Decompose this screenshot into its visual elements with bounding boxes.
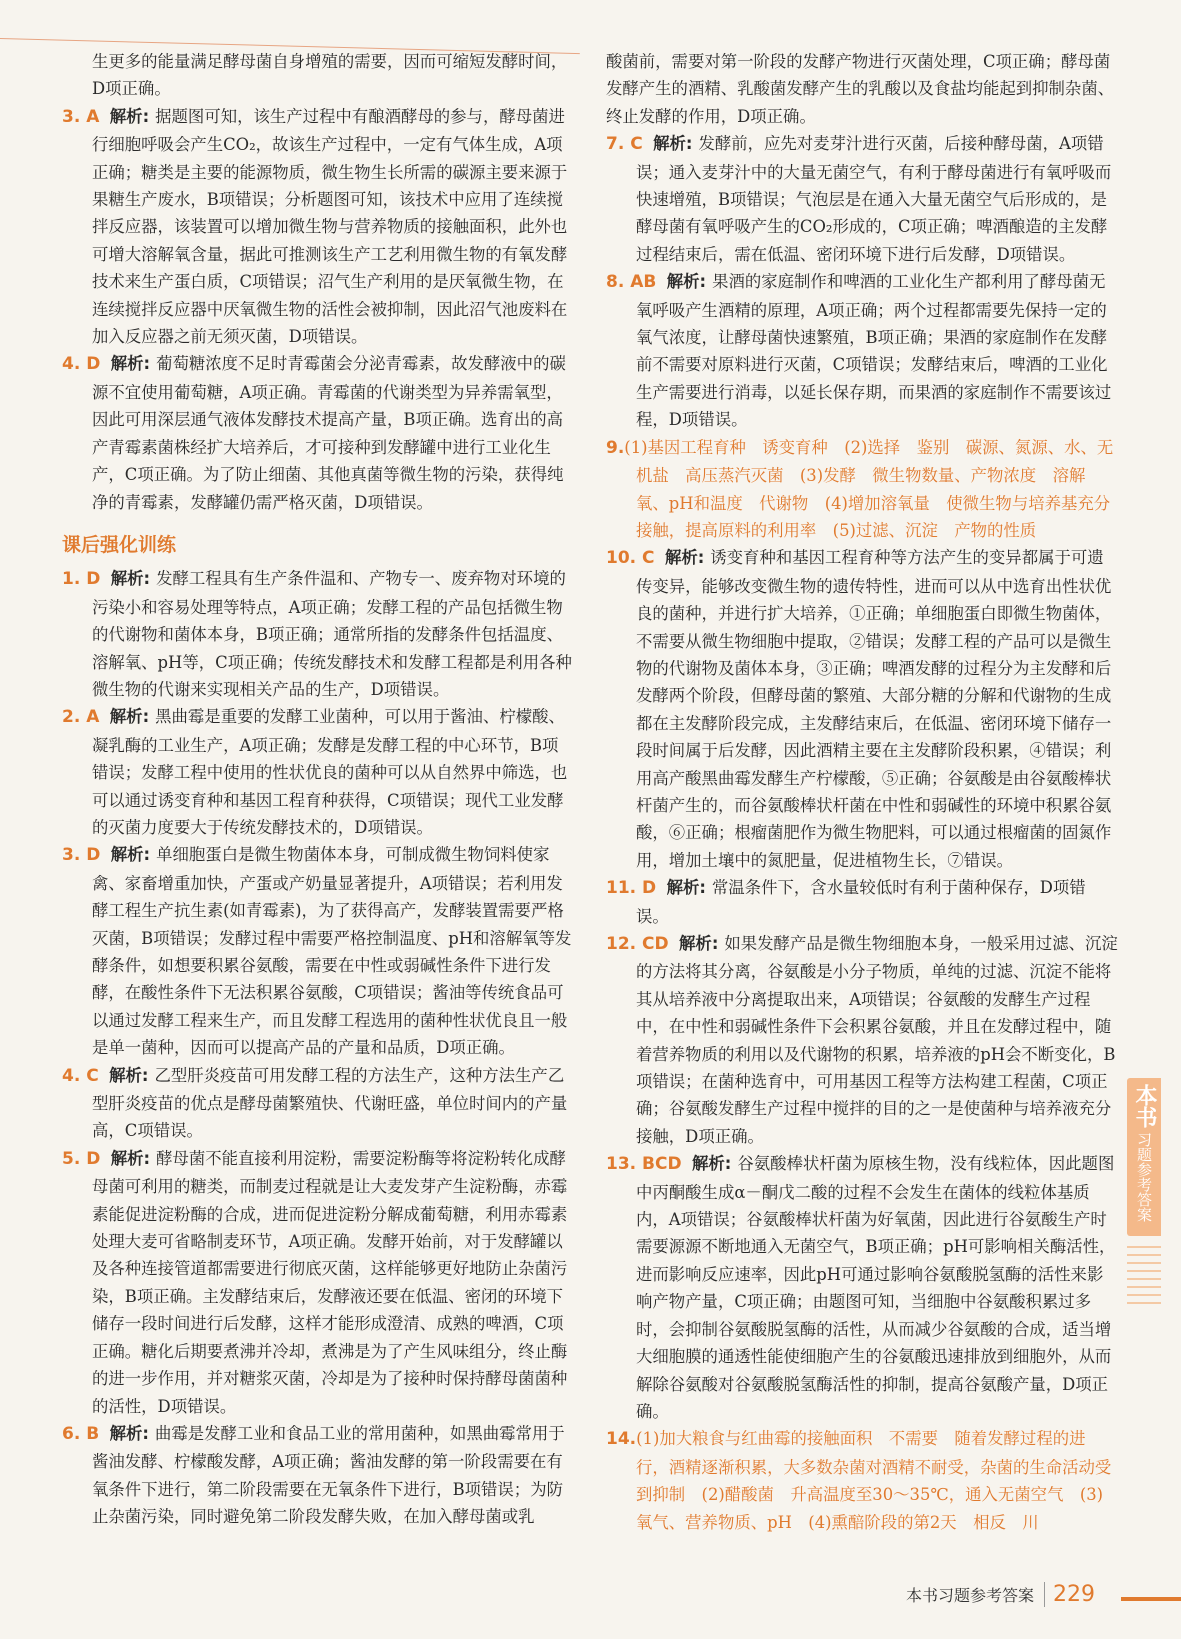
question-number: 1. D: [62, 569, 101, 590]
analysis-text: 黑曲霉是重要的发酵工业菌种，可以用于酱油、柠檬酸、凝乳酶的工业生产，A项正确；发酵是发酵工程的中心环节，B项错误；发酵工程中使用的性状优良的菌种可以从自然界中筛选，也可以通过诱变育种和基因工程育种获得，C项错误；现代工业发酵的灭菌力度要大于传统发酵技术的，D项错误。: [92, 707, 568, 837]
question-number: 7. C: [606, 134, 643, 155]
question-number: 5. D: [62, 1148, 101, 1169]
right-intro: 酸菌前，需要对第一阶段的发酵产物进行灭菌处理，C项正确；酵母菌发酵产生的酒精、乳酸菌发酵产生的乳酸以及食盐均能起到抑制杂菌、终止发酵的作用，D项正确。: [606, 52, 1115, 126]
answer-text: (1)基因工程育种 诱变育种 (2)选择 鉴别 碳源、氮源、水、无机盐 高压蒸汽灭菌 (3)发酵 微生物数量、产物浓度 溶解氧、pH和温度 代谢物 (4)增加溶氧量 使微生物与培养基充分接触，提高原料的利用率 (5)过滤、沉淀 产物的性质: [624, 437, 1114, 540]
question-number: 14.: [606, 1429, 637, 1450]
question-item: [62, 103, 572, 351]
question-number: 2. A: [62, 707, 100, 728]
analysis-label: 解析:: [110, 569, 151, 589]
question-item: [62, 565, 572, 703]
section-title: 课后强化训练: [62, 533, 177, 556]
question-item: [606, 268, 1118, 433]
analysis-label: 解析:: [109, 1423, 149, 1443]
question-number: 10. C: [606, 548, 655, 569]
analysis-text: 酵母菌不能直接利用淀粉，需要淀粉酶等将淀粉转化成酵母菌可利用的糖类，而制麦过程就是让大麦发芽产生淀粉酶，赤霉素能促进淀粉酶的合成，进而促进淀粉分解成葡萄糖，利用赤霉素处理大麦可省略制麦环节，A项正确。发酵开始前，对于发酵罐以及各种连接管道都需要进行彻底灭菌，这样能够更好地防止杂菌污染，B项正确。主发酵结束后，发酵液还要在低温、密闭的环境下储存一段时间进行后发酵，这样才能形成澄清、成熟的啤酒，C项正确。糖化后期要煮沸并冷却，煮沸是为了产生风味组分，终止酶的进一步作用，并对糖浆灭菌，冷却是为了接种时保持酵母菌菌种的活性，D项错误。: [92, 1148, 568, 1416]
question-number: 3. A: [62, 106, 100, 127]
analysis-label: 解析:: [679, 934, 719, 953]
question-item: [62, 703, 572, 841]
question-item: [606, 1425, 1118, 1536]
question-number: 3. D: [62, 845, 101, 866]
analysis-label: 解析:: [653, 134, 693, 154]
left-column: [62, 48, 572, 1531]
question-item: [606, 1150, 1118, 1425]
question-item: [62, 1145, 572, 1420]
answer-text: (1)加大粮食与红曲霉的接触面积 不需要 随着发酵过程的进行，酒精逐渐积累，大多数杂菌对酒精不耐受，杂菌的生命活动受到抑制 (2)醋酸菌 升高温度至30～35℃，通入无菌空气 (3)氧气、营养物质、pH (4)熏醅阶段的第2天 相反 川: [636, 1429, 1112, 1532]
analysis-label: 解析:: [110, 1148, 151, 1168]
question-number: 9.: [606, 437, 625, 458]
analysis-text: 发酵前，应先对麦芽汁进行灭菌，后接种酵母菌，A项错误；通入麦芽汁中的大量无菌空气，有利于酵母菌进行有氧呼吸而快速增殖，B项错误；气泡层是在通入大量无菌空气后形成的，是酵母菌有氧呼吸产生的CO₂形成的，C项正确；啤酒酿造的主发酵过程结束后，需在低温、密闭环境下进行后发酵，D项错误。: [636, 134, 1112, 264]
analysis-text: 葡萄糖浓度不足时青霉菌会分泌青霉素，故发酵液中的碳源不宜使用葡萄糖，A项正确。青霉菌的代谢类型为异养需氧型，因此可用深层通气液体发酵技术提高产量，B项正确。选育出的高产青霉素菌株经扩大培养后，才可接种到发酵罐中进行工业化生产，C项正确。为了防止细菌、其他真菌等微生物的污染，获得纯净的青霉素，发酵罐仍需严格灭菌，D项错误。: [92, 354, 566, 512]
right-column: [606, 48, 1118, 1536]
question-item: [606, 930, 1118, 1150]
analysis-text: 曲霉是发酵工业和食品工业的常用菌种，如黑曲霉常用于酱油发酵、柠檬酸发酵，A项正确；酱油发酵的第一阶段需要在有氧条件下进行，第二阶段需要在无氧条件下进行，B项错误；为防止杂菌污染，同时避免第二阶段发酵失败，在加入酵母菌或乳: [92, 1423, 565, 1527]
analysis-text: 如果发酵产品是微生物细胞本身，一般采用过滤、沉淀的方法将其分离，谷氨酸是小分子物质，单纯的过滤、沉淀不能将其从培养液中分离提取出来，A项错误；谷氨酸的发酵生产过程中，在中性和弱碱性条件下会积累谷氨酸，并且在发酵过程中，随着营养物质的利用以及代谢物的积累，培养液的pH会不断变化，B项错误；在菌种选育中，可用基因工程等方法构建工程菌，C项正确；谷氨酸发酵生产过程中搅拌的目的之一是使菌种与培养液充分接触，D项正确。: [636, 934, 1118, 1146]
side-tab[interactable]: [1127, 1078, 1161, 1236]
analysis-text: 据题图可知，该生产过程中有酿酒酵母的参与，酵母菌进行细胞呼吸会产生CO₂，故该生产过程中，一定有气体生成，A项正确；糖类是主要的能源物质，微生物生长所需的碳源主要来源于果糖生产废水，B项错误；分析题图可知，该技术中应用了连续搅拌反应器，该装置可以增加微生物与营养物质的接触面积，此外也可增大溶解氧含量，据此可推测该生产工艺利用微生物的有氧发酵技术来生产蛋白质，C项错误；沼气生产利用的是厌氧微生物，在连续搅拌反应器中厌氧微生物的活性会被抑制，因此沼气池废料在加入反应器之前无须灭菌，D项错误。: [92, 106, 568, 347]
analysis-label: 解析:: [109, 707, 150, 727]
side-tab-subtitle: 习题参考答案: [1135, 1132, 1153, 1222]
question-item: [606, 874, 1118, 930]
page-footer: [906, 1582, 1095, 1607]
analysis-label: 解析:: [110, 354, 151, 374]
side-tab-title: 本书: [1132, 1084, 1157, 1128]
side-tab-decoration: [1127, 1240, 1161, 1310]
analysis-text: 常温条件下，含水量较低时有利于菌种保存，D项错误。: [636, 878, 1086, 926]
question-item: [606, 130, 1118, 268]
left-intro: 生更多的能量满足酵母菌自身增殖的需要，因而可缩短发酵时间，D项正确。: [92, 52, 568, 99]
question-item: [606, 544, 1118, 874]
footer-title: 本书习题参考答案: [905, 1586, 1034, 1605]
analysis-label: 解析:: [666, 878, 706, 898]
analysis-text: 谷氨酸棒状杆菌为原核生物，没有线粒体，因此题图中丙酮酸生成α－酮戊二酸的过程不会发生在菌体的线粒体基质内，A项错误；谷氨酸棒状杆菌为好氧菌，因此进行谷氨酸生产时需要源源不断地通入无菌空气，B项正确；pH可影响相关酶活性，进而影响反应速率，因此pH可通过影响谷氨酸脱氢酶的活性来影响产物产量，C项正确；由题图可知，当细胞中谷氨酸积累过多时，会抑制谷氨酸脱氢酶的活性，从而减少谷氨酸的合成，适当增大细胞膜的通透性能使细胞产生的谷氨酸迅速排放到细胞外，从而解除谷氨酸对谷氨酸脱氢酶活性的抑制，提高谷氨酸产量，D项正确。: [636, 1154, 1116, 1421]
question-item: [62, 841, 572, 1061]
analysis-text: 单细胞蛋白是微生物菌体本身，可制成微生物饲料使家禽、家畜增重加快，产蛋或产奶量显著提升，A项错误；若利用发酵工程生产抗生素(如青霉素)，为了获得高产，发酵装置需要严格灭菌，B项错误；发酵过程中需要严格控制温度、pH和溶解氧等发酵条件，如想要积累谷氨酸，需要在中性或弱碱性条件下进行发酵，在酸性条件下无法积累谷氨酸，C项错误；酱油等传统食品可以通过发酵工程来生产，而且发酵工程选用的菌种性状优良且一般是单一菌种，因而可以提高产品的产量和品质，D项正确。: [92, 845, 572, 1058]
question-number: 13. BCD: [606, 1154, 682, 1175]
analysis-label: 解析:: [664, 548, 705, 568]
question-number: 12. CD: [606, 934, 669, 954]
page-number: 229: [1044, 1582, 1095, 1607]
question-item: [62, 1420, 572, 1531]
analysis-text: 果酒的家庭制作和啤酒的工业化生产都利用了酵母菌无氧呼吸产生酒精的原理，A项正确；两个过程都需要先保持一定的氧气浓度，让酵母菌快速繁殖，B项正确；果酒的家庭制作在发酵前不需要对原料进行灭菌，C项错误；发酵结束后，啤酒的工业化生产需要进行消毒，以延长保存期，而果酒的家庭制作不需要该过程，D项错误。: [636, 272, 1112, 430]
question-item: [62, 350, 572, 515]
analysis-text: 乙型肝炎疫苗可用发酵工程的方法生产，这种方法生产乙型肝炎疫苗的优点是酵母菌繁殖快、代谢旺盛，单位时间内的产量高，C项错误。: [92, 1065, 568, 1141]
question-item: [606, 434, 1118, 545]
analysis-label: 解析:: [109, 106, 150, 126]
question-number: 8. AB: [606, 272, 657, 293]
question-number: 4. C: [62, 1065, 99, 1086]
analysis-label: 解析:: [692, 1154, 732, 1174]
analysis-label: 解析:: [109, 1065, 149, 1085]
question-number: 6. B: [62, 1423, 100, 1444]
analysis-text: 诱变育种和基因工程育种等方法产生的变异都属于可遗传变异，能够改变微生物的遗传特性，进而可以从中选育出性状优良的菌种，并进行扩大培养，①正确；单细胞蛋白即微生物菌体，不需要从微生物细胞中提取，②错误；发酵工程的产品可以是微生物的代谢物及菌体本身，③正确；啤酒发酵的过程分为主发酵和后发酵两个阶段，但酵母菌的繁殖、大部分糖的分解和代谢物的生成都在主发酵阶段完成，主发酵结束后，在低温、密闭环境下储存一段时间属于后发酵，因此酒精主要在主发酵阶段积累，④错误；利用高产酸黑曲霉发酵生产柠檬酸，⑤正确；谷氨酸是由谷氨酸棒状杆菌产生的，而谷氨酸棒状杆菌在中性和弱碱性的环境中积累谷氨酸，⑥正确；根瘤菌肥作为微生物肥料，可以通过根瘤菌的固氮作用，增加土壤中的氮肥量，促进植物生长，⑦错误。: [636, 548, 1112, 870]
analysis-text: 发酵工程具有生产条件温和、产物专一、废弃物对环境的污染小和容易处理等特点，A项正确；发酵工程的产品包括微生物的代谢物和菌体本身，B项正确；通常所指的发酵条件包括温度、溶解氧、pH等，C项正确；传统发酵技术和发酵工程都是利用各种微生物的代谢来实现相关产品的生产，D项错误。: [92, 569, 572, 699]
analysis-label: 解析:: [110, 845, 151, 865]
question-number: 4. D: [62, 354, 101, 375]
question-item: [62, 1062, 572, 1145]
question-number: 11. D: [606, 878, 657, 899]
analysis-label: 解析:: [666, 272, 707, 292]
footer-bar: [1121, 1597, 1181, 1601]
